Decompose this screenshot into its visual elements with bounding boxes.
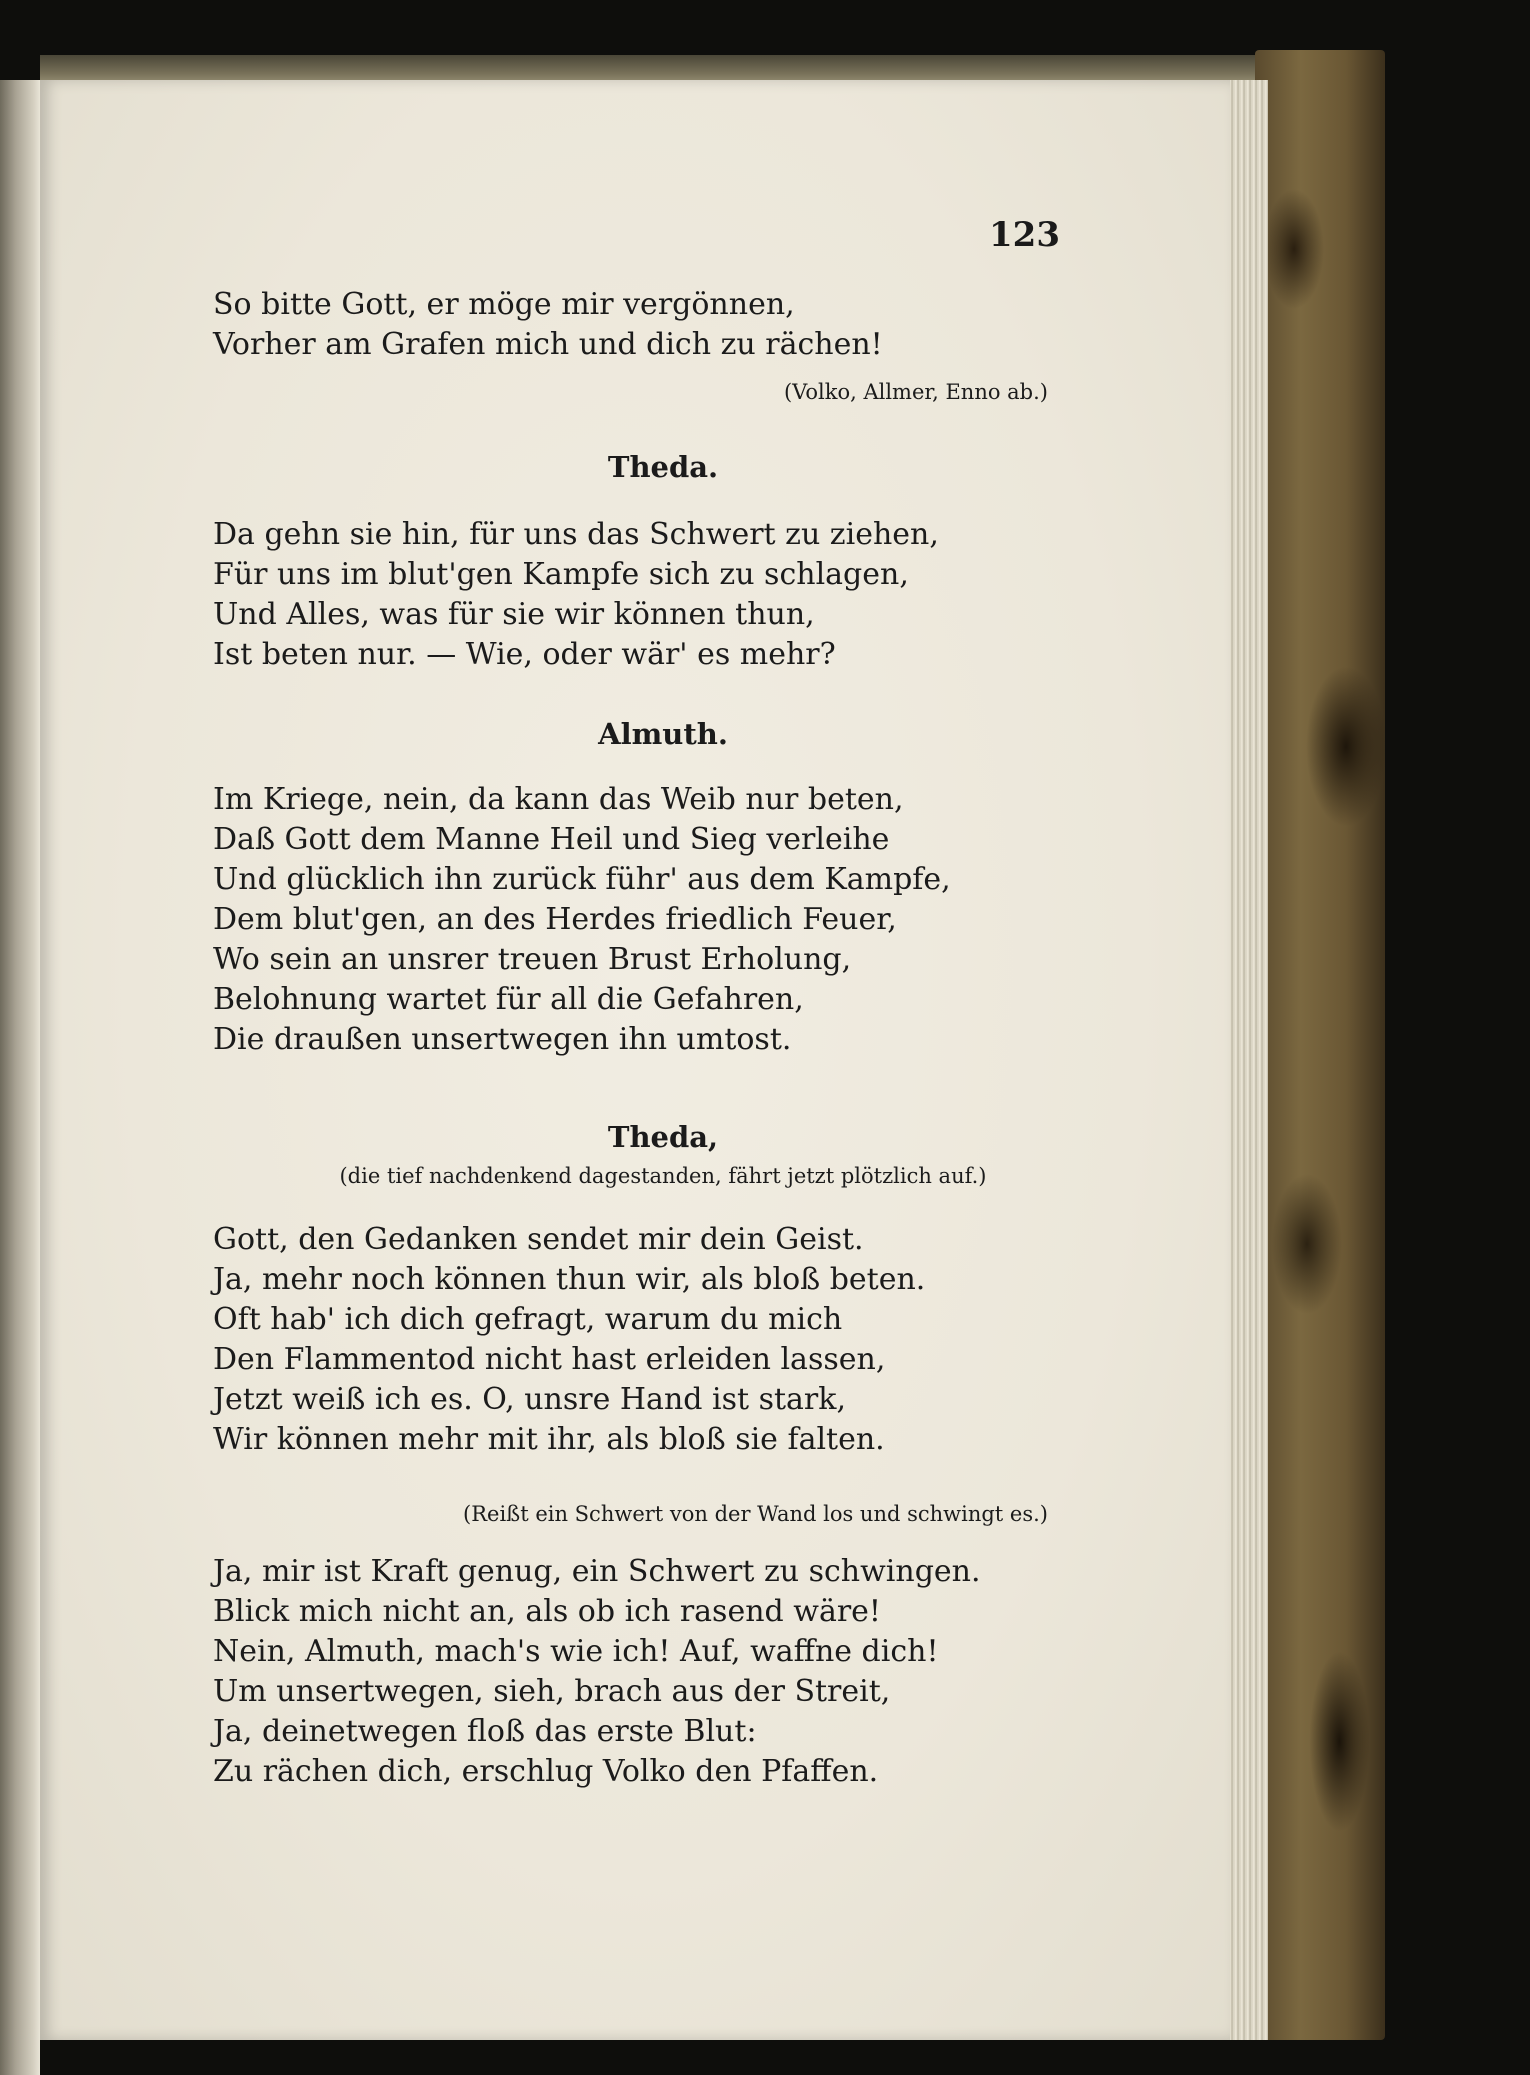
verse-line: Und Alles, was für sie wir können thun, [213,597,815,632]
speaker-heading-1: Theda. [607,450,719,484]
verse-line: Ja, deinetwegen floß das erste Blut: [213,1714,757,1749]
verse-line: Wir können mehr mit ihr, als bloß sie falten. [213,1422,885,1457]
verse-line: So bitte Gott, er möge mir vergönnen, [213,287,795,322]
speaker-heading-3: Theda, [607,1120,719,1154]
marbled-cover [1255,50,1385,2040]
verse-line: Und glücklich ihn zurück führ' aus dem Kampfe, [213,862,951,897]
facing-page-edge [0,80,40,2075]
verse-line: Jetzt weiß ich es. O, unsre Hand ist stark, [213,1382,846,1417]
verse-line: Ja, mehr noch können thun wir, als bloß beten. [213,1262,926,1297]
verse-line: Ja, mir ist Kraft genug, ein Schwert zu schwingen. [213,1554,981,1589]
verse-line: Wo sein an unsrer treuen Brust Erholung, [213,942,852,977]
stage-direction-3: (Reißt ein Schwert von der Wand los und schwingt es.) [463,1502,1048,1526]
verse-line: Gott, den Gedanken sendet mir dein Geist. [213,1222,864,1257]
verse-line: Vorher am Grafen mich und dich zu rächen! [213,327,883,362]
verse-line: Im Kriege, nein, da kann das Weib nur beten, [213,782,904,817]
stage-direction-1: (Volko, Allmer, Enno ab.) [783,380,1048,404]
verse-line: Da gehn sie hin, für uns das Schwert zu ziehen, [213,517,939,552]
page-stack-edge [1228,80,1268,2040]
verse-line: Nein, Almuth, mach's wie ich! Auf, waffne dich! [213,1634,939,1669]
verse-line: Daß Gott dem Manne Heil und Sieg verleihe [213,822,890,857]
verse-block-3 [213,780,1113,1060]
verse-line: Den Flammentod nicht hast erleiden lassen, [213,1342,886,1377]
verse-line: Ist beten nur. — Wie, oder wär' es mehr? [213,637,836,672]
page-number: 123 [989,215,1060,255]
verse-line: Dem blut'gen, an des Herdes friedlich Feuer, [213,902,897,937]
verse-line: Für uns im blut'gen Kampfe sich zu schlagen, [213,557,909,592]
stage-direction-2: (die tief nachdenkend dagestanden, fährt jetzt plötzlich auf.) [339,1164,987,1188]
verse-block-4 [213,1220,1113,1460]
verse-block-2 [213,515,1113,675]
verse-line: Blick mich nicht an, als ob ich rasend wäre! [213,1594,881,1629]
verse-line: Belohnung wartet für all die Gefahren, [213,982,804,1017]
verse-line: Die draußen unsertwegen ihn umtost. [213,1022,792,1057]
verse-block-5 [213,1552,1113,1792]
verse-line: Zu rächen dich, erschlug Volko den Pfaffen. [213,1754,879,1789]
speaker-heading-2: Almuth. [598,717,728,751]
verse-line: Oft hab' ich dich gefragt, warum du mich [213,1302,843,1337]
verse-block-1 [213,285,1113,365]
verse-line: Um unsertwegen, sieh, brach aus der Streit, [213,1674,891,1709]
